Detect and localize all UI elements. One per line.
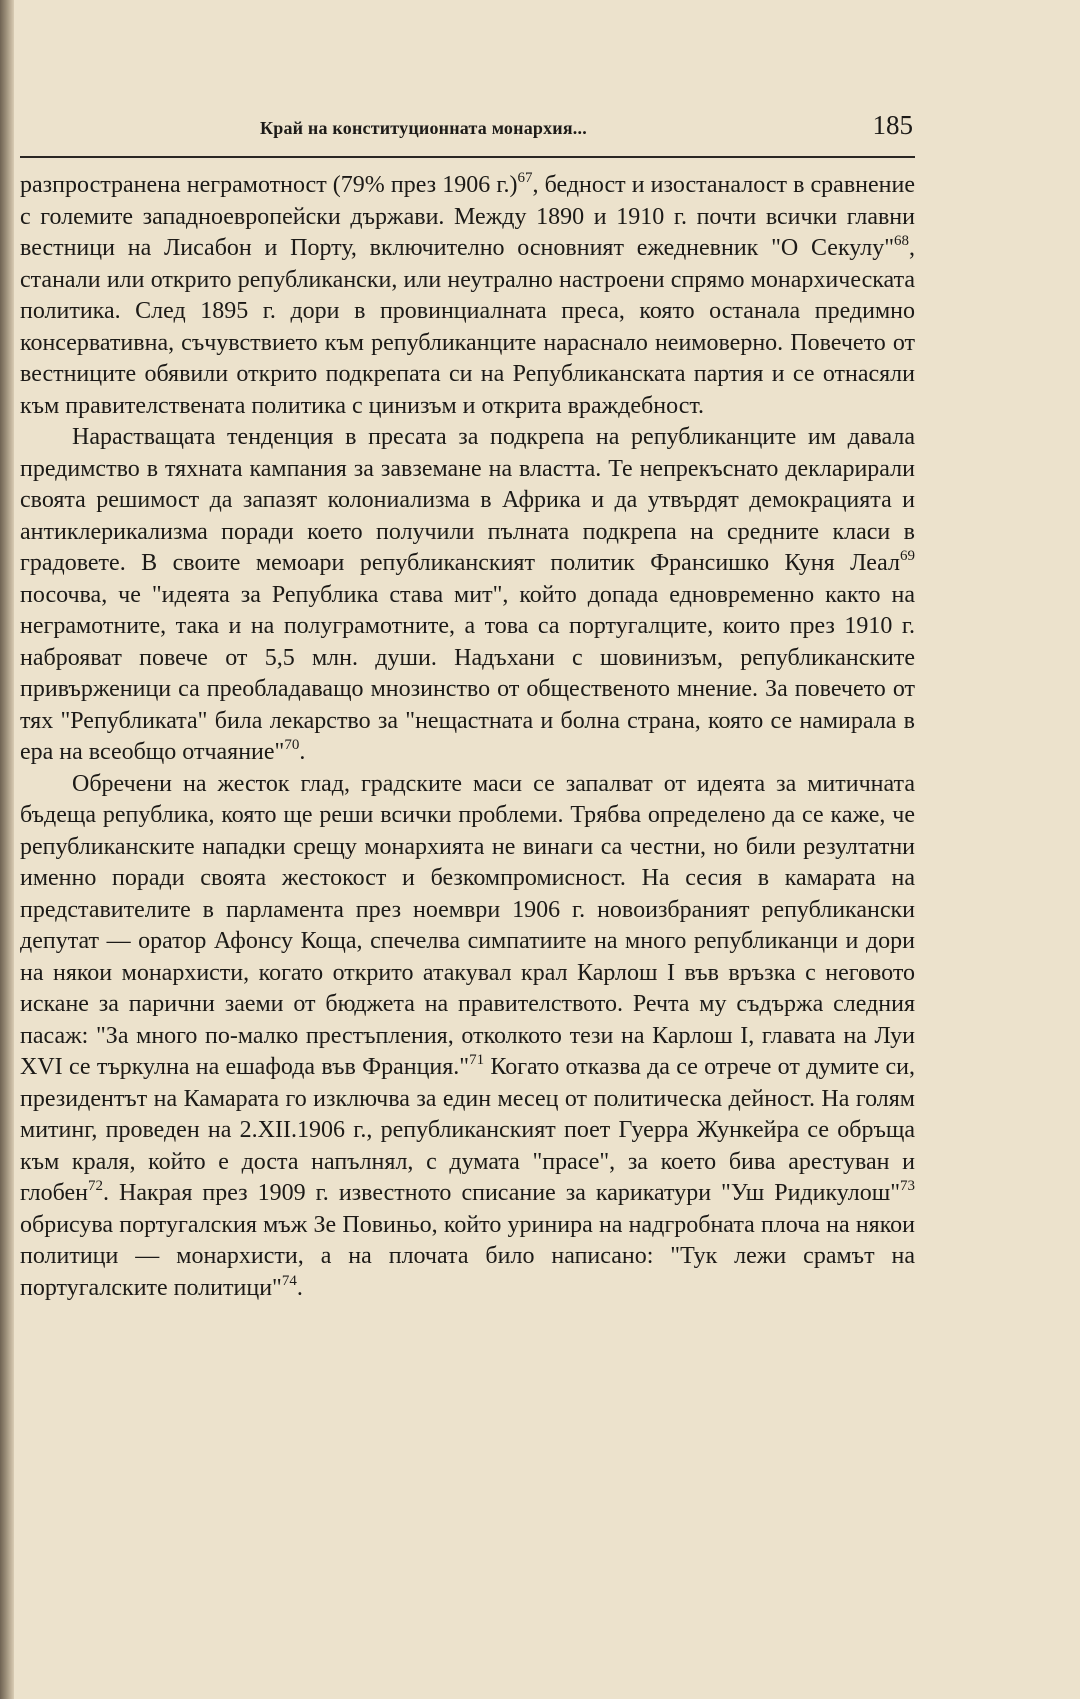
page-binding-edge [0,0,14,1699]
paragraph-3: Обречени на жесток глад, градските маси се запалват от идеята за митичната бъдеща република, която ще реши всички проблеми. Трябва определено да се каже, че републиканските нападки срещу монархията не винаги са честни, но били резултатни именно поради своята жестокост и безкомпромисност. На сесия в камарата на представителите в парламента през ноември 1906 г. новоизбраният републикански депутат — оратор Афонсу Коща, спечелва симпатиите на много републиканци и дори на някои монархисти, когато открито атакувал крал Карлош I във връзка с неговото искане за парични заеми от бюджета на правителството. Речта му съдържа следния пасаж: "За много по-малко престъпления, отколкото тези на Карлош I, главата на Луи XVI се търкулна на ешафода във Франция."$^{71}$ Когато отказва да се отрече от думите си, президентът на Камарата го изключва за един месец от политическа дейност. На голям митинг, проведен на 2.XII.1906 г., републиканският поет Гуерра Жункейра се обръща към краля, който е доста напълнял, с думата "прасе", за което бива арестуван и глобен$^{72}$. Накрая през 1909 г. известното списание за карикатури "Уш Ридикулош"$^{73}$ обрисува португалския мъж Зе Повиньо, който уринира на надгробната плоча на някои политици — монархисти, а на плочата било написано: "Тук лежи срамът на португалските политици"$^{74}$. [20,770,915,1301]
running-title: Край на конституционната монархия... [260,118,587,138]
footnote-marker: 69 [900,548,915,564]
running-header [20,104,915,158]
paragraph-2: Нарастващата тенденция в пресата за подкрепа на републиканците им давала предимство в тяхната кампания за завземане на властта. Те непрекъснато декларирали своята решимост да запазят колониализма в Африка и да утвърдят демокрацията и антиклерикализма поради което получили пълната подкрепа на средните класи в градовете. В своите мемоари републиканският политик Франсишко Куня Леал$^{69}$ посочва, че "идеята за Република става мит", който допада едновременно както на неграмотните, така и на полуграмотните, а това са португалците, които през 1910 г. наброяват повече от 5,5 млн. души. Надъхани с шовинизъм, републиканските привърженици са преобладаващо мнозинство от общественото мнение. За повечето от тях "Републиката" била лекарство за "нещастната и болна страна, която се намирала в ера на всеобщо отчаяние"$^{70}$. [20,424,915,765]
footnote-marker: 71 [469,1052,485,1068]
body-text [20,170,915,1304]
footnote-marker: 67 [517,170,533,186]
page-number: 185 [872,110,913,140]
footnote-marker: 74 [281,1272,297,1289]
footnote-marker: 68 [894,233,909,249]
footnote-marker: 70 [284,737,300,753]
footnote-marker: 72 [88,1178,103,1194]
paragraph-1: разпространена неграмотност (79% през 1906 г.)$^{67}$, бедност и изостаналост в сравнение с големите западноевропейски държави. Между 1890 и 1910 г. почти всички главни вестници на Лисабон и Порту, включително основният ежедневник "О Секулу"$^{68}$, станали или открито републикански, или неутрално настроени спрямо монархическата политика. След 1895 г. дори в провинциалната преса, която останала предимно консервативна, съчувствието към републиканците нараснало неимоверно. Повечето от вестниците обявили открито подкрепата си на Републиканската партия и се отнасяли към правителствената политика с цинизъм и открита враждебност. [20,170,915,419]
footnote-marker: 73 [900,1178,915,1194]
